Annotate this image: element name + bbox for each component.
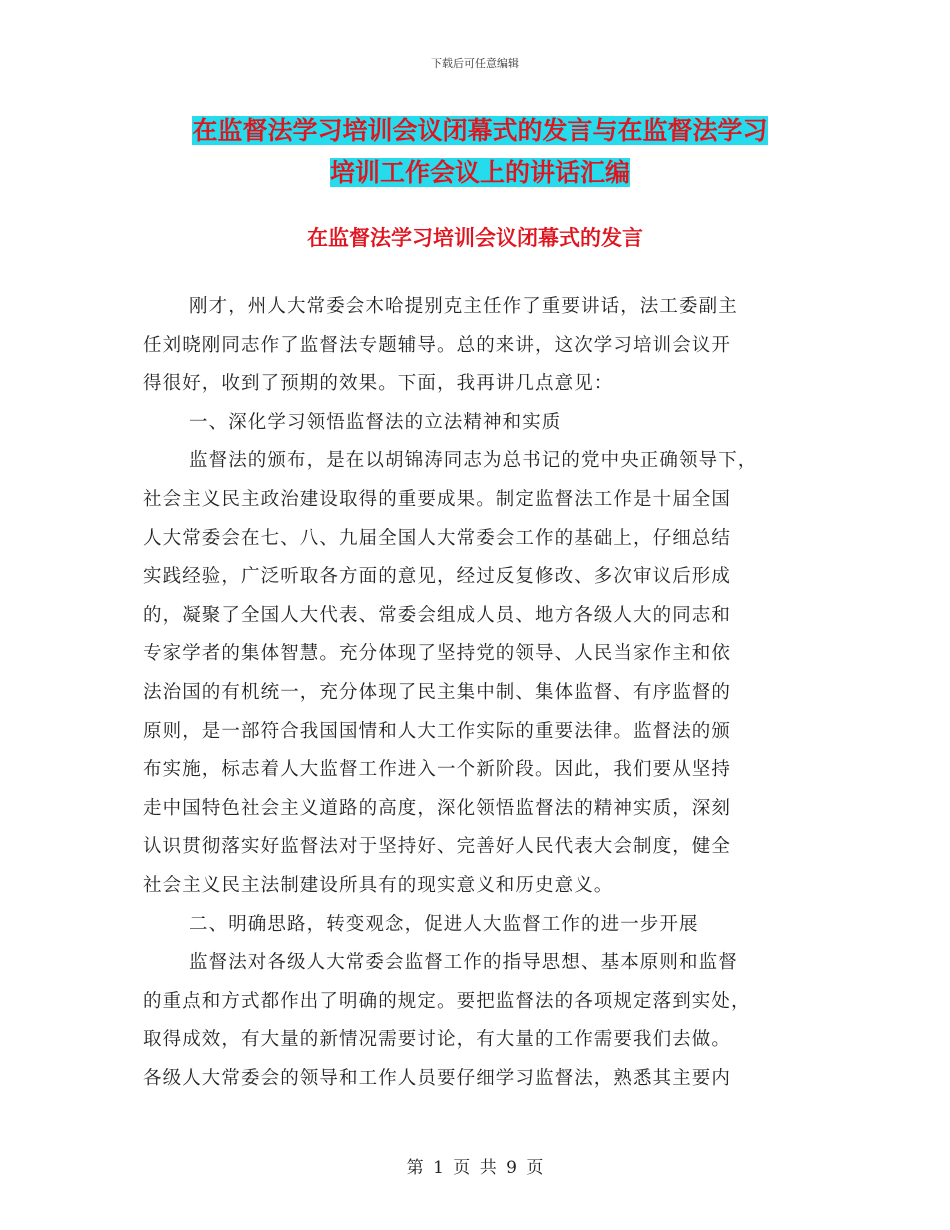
header-note: 下载后可任意编辑	[431, 57, 519, 70]
body-line: 任刘晓刚同志作了监督法专题辅导。总的来讲，这次学习培训会议开	[143, 334, 732, 356]
body-text	[143, 288, 803, 1098]
body-line: 各级人大常委会的领导和工作人员要仔细学习监督法，熟悉其主要内	[143, 1067, 732, 1089]
page-footer: 第 1 页 共 9 页	[406, 1158, 544, 1178]
body-line: 社会主义民主法制建设所具有的现实意义和历史意义。	[143, 874, 614, 896]
body-line: 刚才，州人大常委会木哈提别克主任作了重要讲话，法工委副主	[189, 296, 738, 317]
title-line-1: 在监督法学习培训会议闭幕式的发言与在监督法学习	[192, 116, 768, 145]
body-line: 的重点和方式都作出了明确的规定。要把监督法的各项规定落到实处，	[143, 990, 751, 1012]
body-line: 一、深化学习领悟监督法的立法精神和实质	[189, 411, 562, 433]
body-line: 原则，是一部符合我国国情和人大工作实际的重要法律。监督法的颁	[143, 720, 732, 742]
document-title	[140, 110, 820, 194]
body-line: 布实施，标志着人大监督工作进入一个新阶段。因此，我们要从坚持	[143, 759, 732, 781]
body-line: 认识贯彻落实好监督法对于坚持好、完善好人民代表大会制度，健全	[143, 836, 732, 858]
body-line: 监督法的颁布，是在以胡锦涛同志为总书记的党中央正确领导下，	[189, 450, 758, 472]
body-line: 取得成效，有大量的新情况需要讨论，有大量的工作需要我们去做。	[143, 1029, 732, 1051]
title-line-2: 培训工作会议上的讲话汇编	[329, 158, 630, 187]
body-line: 二、明确思路，转变观念，促进人大监督工作的进一步开展	[189, 913, 699, 935]
body-line: 走中国特色社会主义道路的高度，深化领悟监督法的精神实质，深刻	[143, 797, 732, 819]
body-line: 实践经验，广泛听取各方面的意见，经过反复修改、多次审议后形成	[143, 566, 732, 588]
body-line: 专家学者的集体智慧。充分体现了坚持党的领导、人民当家作主和依	[143, 643, 732, 665]
body-line: 法治国的有机统一，充分体现了民主集中制、集体监督、有序监督的	[143, 681, 732, 703]
body-line: 的，凝聚了全国人大代表、常委会组成人员、地方各级人大的同志和	[143, 604, 732, 626]
body-line: 得很好，收到了预期的效果。下面，我再讲几点意见：	[143, 373, 614, 395]
section-title: 在监督法学习培训会议闭幕式的发言	[307, 226, 643, 250]
body-line: 社会主义民主政治建设取得的重要成果。制定监督法工作是十届全国	[143, 488, 732, 510]
body-line: 人大常委会在七、八、九届全国人大常委会工作的基础上，仔细总结	[143, 527, 732, 549]
body-line: 监督法对各级人大常委会监督工作的指导思想、基本原则和监督	[189, 952, 738, 974]
